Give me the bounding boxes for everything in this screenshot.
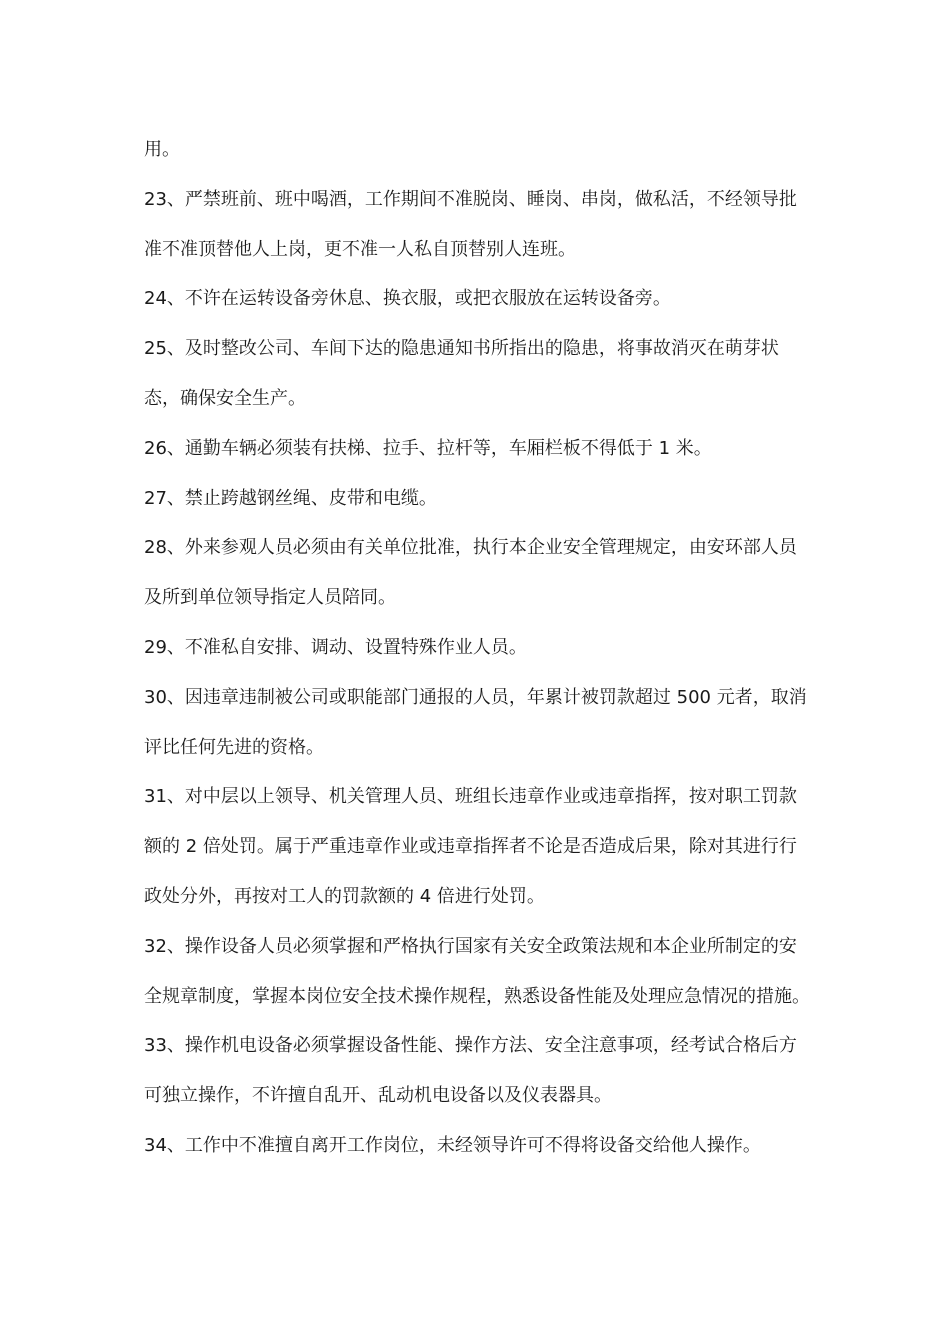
rule-32: 32、操作设备人员必须掌握和严格执行国家有关安全政策法规和本企业所制定的安全规章制度，掌握本岗位安全技术操作规程，熟悉设备性能及处理应急情况的措施。 <box>144 935 810 1007</box>
rule-30: 30、因违章违制被公司或职能部门通报的人员，年累计被罚款超过 500 元者，取消评比任何先进的资格。 <box>144 686 807 758</box>
rule-24: 24、不许在运转设备旁休息、换衣服，或把衣服放在运转设备旁。 <box>144 288 671 310</box>
rule-31: 31、对中层以上领导、机关管理人员、班组长违章作业或违章指挥，按对职工罚款额的 2 倍处罚。属于严重违章作业或违章指挥者不论是否造成后果，除对其进行行政处分外，再按对工人的罚款额的 4 倍进行处罚。 <box>144 786 797 907</box>
rule-27: 27、禁止跨越钢丝绳、皮带和电缆。 <box>144 487 437 509</box>
rule-29: 29、不准私自安排、调动、设置特殊作业人员。 <box>144 636 527 658</box>
paragraph-continuation: 用。 <box>144 139 180 160</box>
rule-33: 33、操作机电设备必须掌握设备性能、操作方法、安全注意事项，经考试合格后方可独立操作，不许擅自乱开、乱动机电设备以及仪表器具。 <box>144 1035 797 1107</box>
rule-26: 26、通勤车辆必须装有扶梯、拉手、拉杆等，车厢栏板不得低于 1 米。 <box>144 437 712 459</box>
document-body <box>144 125 812 1171</box>
rule-25: 25、及时整改公司、车间下达的隐患通知书所指出的隐患，将事故消灭在萌芽状态，确保安全生产。 <box>144 338 779 409</box>
rule-34: 34、工作中不准擅自离开工作岗位，未经领导许可不得将设备交给他人操作。 <box>144 1134 761 1156</box>
rule-28: 28、外来参观人员必须由有关单位批准，执行本企业安全管理规定，由安环部人员及所到单位领导指定人员陪同。 <box>144 537 797 609</box>
rule-23: 23、严禁班前、班中喝酒，工作期间不准脱岗、睡岗、串岗，做私活，不经领导批准不准顶替他人上岗，更不准一人私自顶替别人连班。 <box>144 188 797 260</box>
